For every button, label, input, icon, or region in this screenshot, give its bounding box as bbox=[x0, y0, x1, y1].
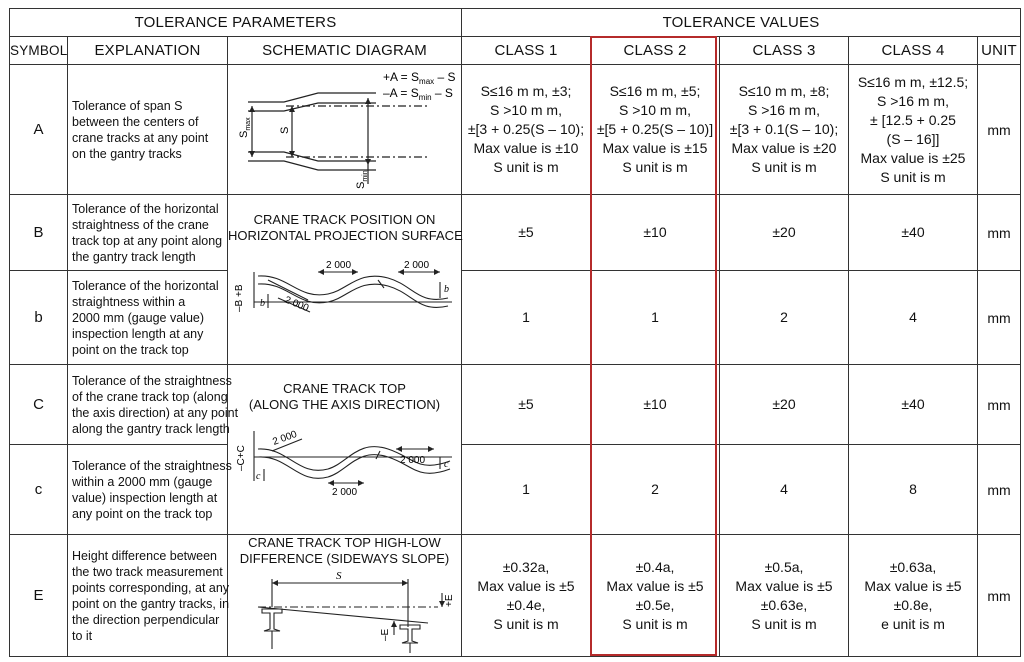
lower-track-line-outer bbox=[248, 161, 376, 170]
value-line: S unit is m bbox=[493, 615, 559, 632]
row-unit: mm bbox=[978, 445, 1021, 535]
horizontal-schematic-svg bbox=[228, 250, 462, 330]
row-explanation bbox=[68, 445, 232, 535]
class-2-value: ±10 bbox=[591, 365, 720, 445]
diagram-title-line: CRANE TRACK POSITION ON bbox=[253, 211, 436, 227]
class-3-value bbox=[720, 65, 849, 195]
table-row bbox=[10, 271, 1021, 365]
value-line: S≤10 m m, ±8; bbox=[738, 83, 830, 99]
class-1-value: ±5 bbox=[462, 195, 591, 271]
left-rail bbox=[262, 609, 282, 631]
diagram-title-line: CRANE TRACK TOP bbox=[283, 380, 406, 396]
slope-diagram-title bbox=[228, 535, 461, 567]
explanation-line: the axis direction) at any point bbox=[72, 405, 239, 420]
explanation-line: the gantry track length bbox=[72, 249, 196, 264]
horizontal-diagram-title bbox=[228, 212, 461, 244]
class-3-value: 4 bbox=[720, 445, 849, 535]
value-line: Max value is ±10 bbox=[473, 140, 579, 156]
value-line: ± [12.5 + 0.25 bbox=[870, 111, 956, 128]
class-4-value: ±40 bbox=[849, 195, 978, 271]
value-line: Max value is ±5 bbox=[477, 577, 575, 594]
span-diagram bbox=[228, 65, 462, 195]
header-explanation: EXPLANATION bbox=[68, 37, 228, 65]
plus-minus-c-label: –C+C bbox=[236, 444, 247, 471]
class-1-value bbox=[462, 535, 591, 657]
explanation-line: the direction perpendicular bbox=[72, 612, 220, 627]
row-explanation bbox=[68, 195, 228, 271]
value-line: S >16 m m, bbox=[748, 102, 820, 118]
row-symbol: A bbox=[10, 65, 68, 195]
row-explanation bbox=[68, 365, 239, 445]
right-rail bbox=[400, 625, 420, 643]
c-label-right: c bbox=[444, 458, 449, 470]
span-label-3: 2 000 bbox=[400, 454, 426, 466]
class-4-value: 4 bbox=[849, 271, 978, 365]
row-unit: mm bbox=[978, 195, 1021, 271]
row-explanation bbox=[68, 535, 228, 657]
explanation-line: along the gantry track length bbox=[72, 421, 230, 436]
row-symbol: C bbox=[10, 365, 68, 445]
class-4-value bbox=[849, 535, 978, 657]
value-line: ±0.8e, bbox=[893, 596, 933, 613]
header-row-2 bbox=[10, 37, 1021, 65]
explanation-line: inspection length at any bbox=[72, 326, 204, 341]
span-label-2: 2 000 bbox=[404, 259, 430, 271]
header-unit: UNIT bbox=[978, 37, 1021, 65]
explanation-line: value) inspection length at bbox=[72, 490, 218, 505]
value-line: ±0.5a, bbox=[764, 558, 804, 575]
value-line: ±0.4a, bbox=[635, 558, 675, 575]
value-line: S≤16 m m, ±12.5; bbox=[857, 73, 969, 90]
explanation-line: within a 2000 mm (gauge bbox=[72, 474, 213, 489]
table-row bbox=[10, 445, 1021, 535]
value-line: S >16 m m, bbox=[877, 92, 949, 109]
table-row bbox=[10, 65, 1021, 195]
value-line: S >10 m m, bbox=[490, 102, 562, 118]
explanation-line: Tolerance of the straightness bbox=[72, 458, 232, 473]
diagram-title-line: CRANE TRACK TOP HIGH-LOW bbox=[248, 534, 441, 550]
tolerance-table bbox=[9, 8, 1021, 657]
value-line: Max value is ±25 bbox=[860, 149, 966, 166]
header-class-2: CLASS 2 bbox=[591, 37, 720, 65]
s-label: S bbox=[336, 569, 342, 582]
value-line: ±0.5e, bbox=[635, 596, 675, 613]
smin-label: $S_{min}$ bbox=[355, 169, 369, 189]
value-line: S unit is m bbox=[880, 168, 946, 185]
diagram-title-line: DIFFERENCE (SIDEWAYS SLOPE) bbox=[239, 550, 450, 566]
explanation-line: point on the track top bbox=[72, 342, 189, 357]
class-4-value: ±40 bbox=[849, 365, 978, 445]
smax-label: $S_{max}$ bbox=[238, 116, 252, 138]
value-line: Max value is ±15 bbox=[602, 140, 708, 156]
explanation-line: of the crane track top (along bbox=[72, 389, 228, 404]
class-2-value: ±10 bbox=[591, 195, 720, 271]
class-4-value: 8 bbox=[849, 445, 978, 535]
row-explanation bbox=[68, 65, 228, 195]
minus-a-label: $-A = S_{min} - S$ bbox=[383, 85, 453, 102]
top-schematic-svg bbox=[228, 421, 462, 503]
explanation-line: straightness within a bbox=[72, 294, 186, 309]
value-line: ±0.32a, bbox=[502, 558, 550, 575]
row-symbol: c bbox=[10, 445, 68, 535]
explanation-line: Tolerance of the horizontal bbox=[72, 278, 219, 293]
class-1-value: ±5 bbox=[462, 365, 591, 445]
class-4-value bbox=[849, 65, 978, 195]
explanation-line: between the centers of bbox=[72, 114, 199, 129]
explanation-line: point on the gantry tracks, in bbox=[72, 596, 230, 611]
explanation-line: on the gantry tracks bbox=[72, 146, 182, 161]
class-2-value bbox=[591, 65, 720, 195]
row-symbol: B bbox=[10, 195, 68, 271]
c-label-left: c bbox=[256, 470, 261, 482]
header-tolerance-values: TOLERANCE VALUES bbox=[462, 9, 1021, 37]
row-unit: mm bbox=[978, 65, 1021, 195]
class-3-value: ±20 bbox=[720, 365, 849, 445]
span-label-1: 2 000 bbox=[326, 259, 352, 271]
class-3-value: 2 bbox=[720, 271, 849, 365]
value-line: ±[3 + 0.25(S – 10); bbox=[467, 121, 585, 137]
value-line: ±0.63e, bbox=[760, 596, 808, 613]
value-line: e unit is m bbox=[881, 615, 945, 632]
explanation-line: Height difference between bbox=[72, 548, 218, 563]
row-explanation bbox=[68, 271, 228, 365]
table-row bbox=[10, 365, 1021, 445]
header-class-1: CLASS 1 bbox=[462, 37, 591, 65]
horizontal-diagram bbox=[228, 195, 462, 365]
value-line: ±0.63a, bbox=[889, 558, 937, 575]
explanation-line: to it bbox=[72, 628, 93, 643]
value-line: Max value is ±5 bbox=[735, 577, 833, 594]
class-1-value: 1 bbox=[462, 271, 591, 365]
row-unit: mm bbox=[978, 271, 1021, 365]
value-line: S >10 m m, bbox=[619, 102, 691, 118]
explanation-line: any point on the track top bbox=[72, 506, 213, 521]
header-row-1 bbox=[10, 9, 1021, 37]
value-line: S unit is m bbox=[751, 615, 817, 632]
value-line: Max value is ±5 bbox=[864, 577, 962, 594]
slope-schematic-svg bbox=[228, 567, 462, 653]
table-row bbox=[10, 535, 1021, 657]
slope-diagram bbox=[228, 535, 462, 657]
value-line: Max value is ±5 bbox=[606, 577, 704, 594]
value-line: S unit is m bbox=[751, 159, 817, 175]
table-row bbox=[10, 195, 1021, 271]
minus-e-label: –E bbox=[380, 628, 391, 641]
row-unit: mm bbox=[978, 535, 1021, 657]
s-label: S bbox=[279, 126, 291, 134]
explanation-line: points corresponding, at any bbox=[72, 580, 230, 595]
slope-line bbox=[258, 607, 428, 623]
class-2-value bbox=[591, 535, 720, 657]
class-3-value: ±20 bbox=[720, 195, 849, 271]
top-diagram bbox=[228, 365, 462, 535]
span-schematic-svg bbox=[228, 66, 462, 194]
plus-e-label: +E bbox=[444, 593, 455, 607]
header-symbol: SYMBOL bbox=[10, 37, 68, 65]
diagram-title-line: HORIZONTAL PROJECTION SURFACE bbox=[228, 227, 463, 243]
header-class-3: CLASS 3 bbox=[720, 37, 849, 65]
row-symbol: E bbox=[10, 535, 68, 657]
diagram-title-line: (ALONG THE AXIS DIRECTION) bbox=[248, 396, 441, 412]
header-tolerance-parameters: TOLERANCE PARAMETERS bbox=[10, 9, 462, 37]
class-3-value bbox=[720, 535, 849, 657]
explanation-line: Tolerance of span S bbox=[72, 98, 183, 113]
span-label-1: 2 000 bbox=[271, 428, 299, 448]
header-class-4: CLASS 4 bbox=[849, 37, 978, 65]
upper-track-line-inner bbox=[248, 103, 376, 111]
span-label-3: 2 000 bbox=[282, 294, 311, 314]
value-line: (S – 16]] bbox=[886, 130, 940, 147]
value-line: S unit is m bbox=[622, 159, 688, 175]
row-unit: mm bbox=[978, 365, 1021, 445]
value-line: Max value is ±20 bbox=[731, 140, 837, 156]
row-symbol: b bbox=[10, 271, 68, 365]
plus-a-label: $+A = S_{max} - S$ bbox=[383, 69, 456, 86]
class-2-value: 2 bbox=[591, 445, 720, 535]
span-label-2: 2 000 bbox=[332, 486, 358, 498]
plus-minus-b-label: –B +B bbox=[234, 283, 245, 312]
explanation-line: 2000 mm (gauge value) bbox=[72, 310, 205, 325]
value-line: S≤16 m m, ±3; bbox=[480, 83, 572, 99]
explanation-line: the two track measurement bbox=[72, 564, 223, 579]
b-label-left: b bbox=[260, 297, 265, 309]
value-line: ±0.4e, bbox=[506, 596, 546, 613]
class-1-value bbox=[462, 65, 591, 195]
value-line: S≤16 m m, ±5; bbox=[609, 83, 701, 99]
value-line: S unit is m bbox=[493, 159, 559, 175]
explanation-line: Tolerance of the straightness bbox=[72, 373, 232, 388]
value-line: S unit is m bbox=[622, 615, 688, 632]
b-label-right: b bbox=[444, 283, 449, 295]
explanation-line: crane tracks at any point bbox=[72, 130, 209, 145]
header-schematic: SCHEMATIC DIAGRAM bbox=[228, 37, 462, 65]
explanation-line: Tolerance of the horizontal bbox=[72, 201, 219, 216]
class-1-value: 1 bbox=[462, 445, 591, 535]
upper-track-line-outer bbox=[248, 93, 376, 102]
minus-e-arrow bbox=[391, 621, 397, 627]
explanation-line: straightness of the crane bbox=[72, 217, 209, 232]
value-line: ±[5 + 0.25(S – 10)] bbox=[596, 121, 714, 137]
value-line: ±[3 + 0.1(S – 10); bbox=[729, 121, 839, 137]
class-2-value: 1 bbox=[591, 271, 720, 365]
top-diagram-title bbox=[228, 381, 461, 413]
explanation-line: track top at any point along bbox=[72, 233, 223, 248]
